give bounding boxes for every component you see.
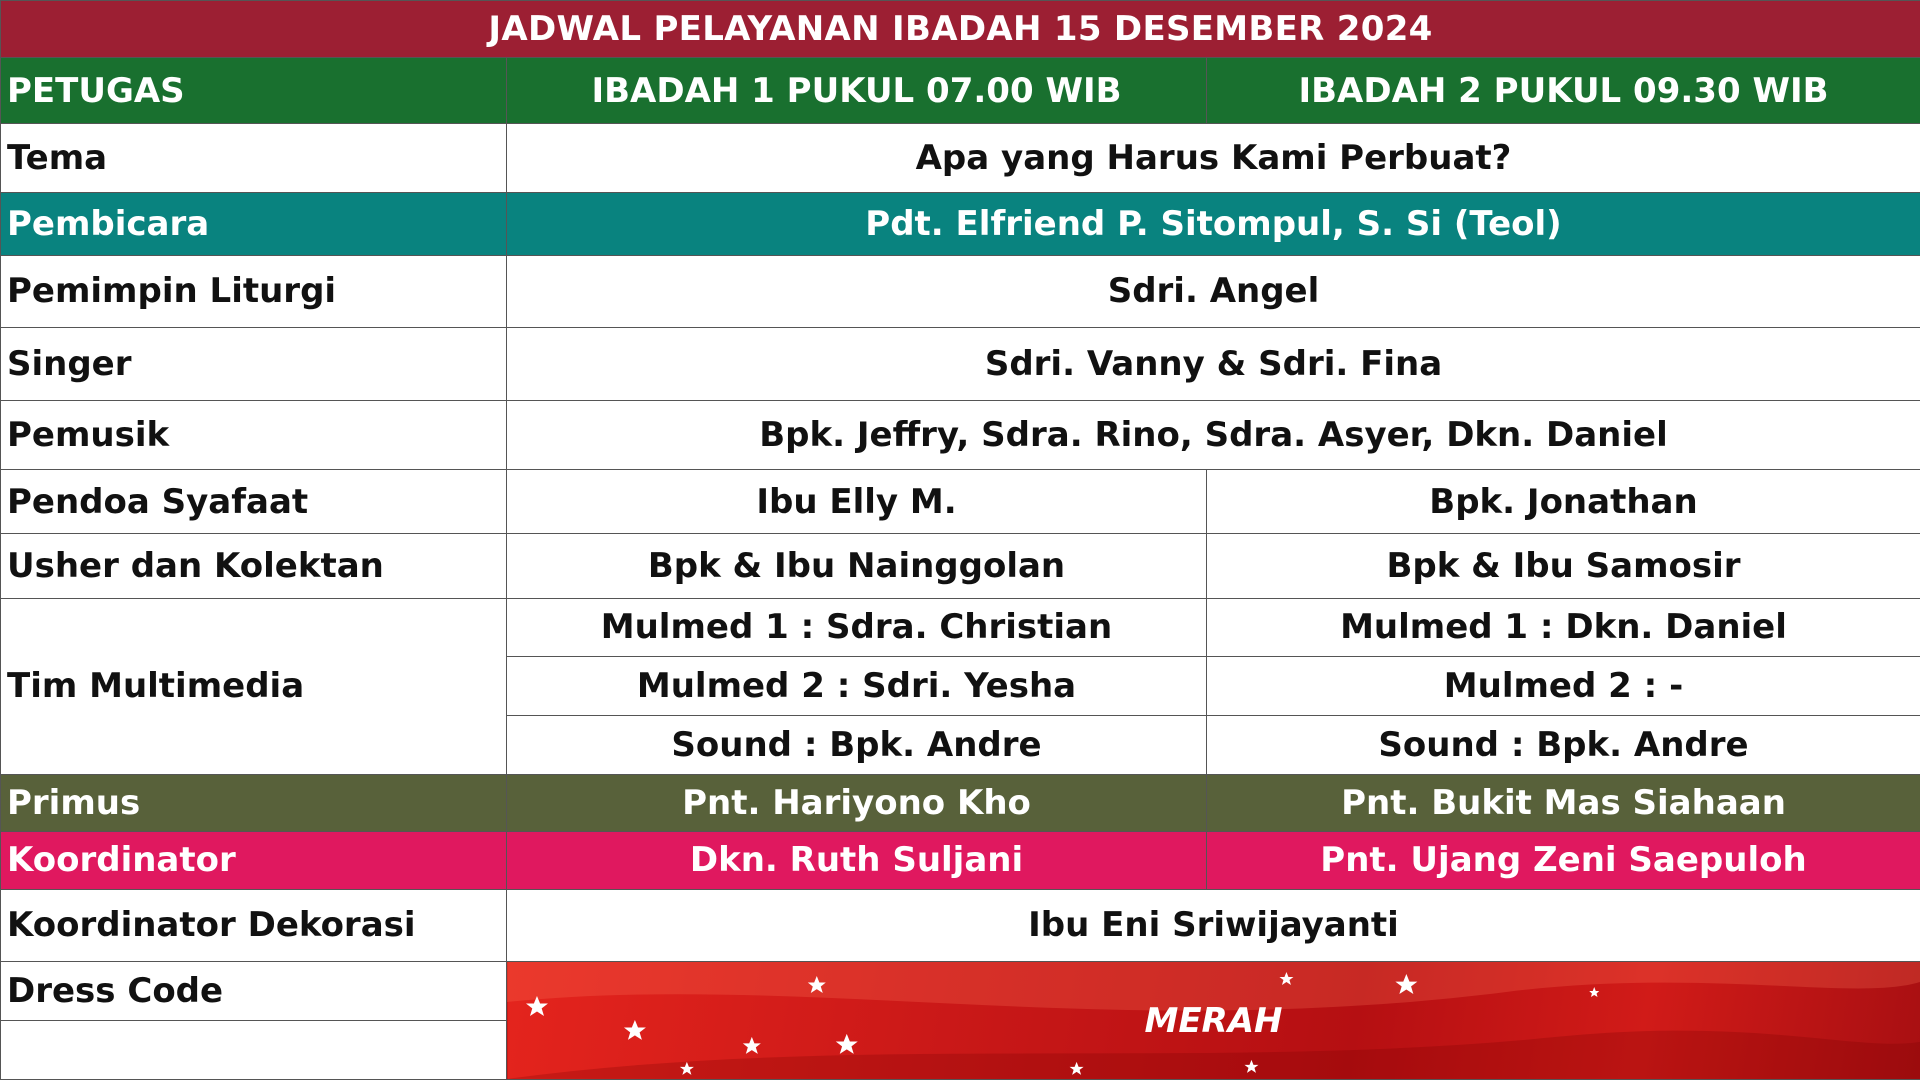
usher-ibadah-2: Bpk & Ibu Samosir bbox=[1207, 534, 1920, 598]
label-tema: Tema bbox=[1, 123, 507, 192]
label-tim-multimedia: Tim Multimedia bbox=[1, 598, 507, 774]
star-icon bbox=[1589, 987, 1599, 997]
primus-ibadah-1: Pnt. Hariyono Kho bbox=[507, 774, 1207, 831]
value-pemusik: Bpk. Jeffry, Sdra. Rino, Sdra. Asyer, Dkn. Daniel bbox=[507, 400, 1920, 469]
star-icon bbox=[1279, 972, 1293, 985]
koordinator-ibadah-1: Dkn. Ruth Suljani bbox=[507, 832, 1207, 889]
header-row bbox=[1, 58, 1920, 123]
title-row bbox=[1, 1, 1920, 58]
multimedia-ibadah-1-line-1: Mulmed 1 : Sdra. Christian bbox=[507, 598, 1207, 656]
star-icon bbox=[808, 976, 826, 993]
header-ibadah-2: IBADAH 2 PUKUL 09.30 WIB bbox=[1207, 58, 1920, 123]
empty-cell bbox=[1, 1021, 507, 1080]
star-icon bbox=[1244, 1060, 1258, 1073]
pendoa-ibadah-1: Ibu Elly M. bbox=[507, 469, 1207, 533]
row-usher bbox=[1, 534, 1920, 598]
value-singer: Sdri. Vanny & Sdri. Fina bbox=[507, 328, 1920, 400]
label-koordinator: Koordinator bbox=[1, 832, 507, 889]
row-pemimpin-liturgi bbox=[1, 255, 1920, 327]
row-pembicara bbox=[1, 193, 1920, 255]
star-icon bbox=[624, 1020, 646, 1040]
label-koordinator-dekorasi: Koordinator Dekorasi bbox=[1, 889, 507, 961]
star-icon bbox=[1395, 974, 1417, 994]
label-dress-code: Dress Code bbox=[1, 962, 507, 1021]
star-icon bbox=[526, 996, 548, 1016]
label-usher: Usher dan Kolektan bbox=[1, 534, 507, 598]
star-icon bbox=[680, 1062, 694, 1075]
dress-code-banner bbox=[507, 962, 1920, 1080]
multimedia-ibadah-1-line-2: Mulmed 2 : Sdri. Yesha bbox=[507, 657, 1207, 715]
primus-ibadah-2: Pnt. Bukit Mas Siahaan bbox=[1207, 774, 1920, 831]
schedule-title: JADWAL PELAYANAN IBADAH 15 DESEMBER 2024 bbox=[1, 1, 1920, 58]
row-pemusik bbox=[1, 400, 1920, 469]
label-pemimpin-liturgi: Pemimpin Liturgi bbox=[1, 255, 507, 327]
header-petugas: PETUGAS bbox=[1, 58, 507, 123]
row-koordinator bbox=[1, 832, 1920, 889]
row-koordinator-dekorasi bbox=[1, 889, 1920, 961]
row-multimedia-1 bbox=[1, 598, 1920, 656]
label-pembicara: Pembicara bbox=[1, 193, 507, 255]
star-icon bbox=[836, 1034, 858, 1054]
row-tema bbox=[1, 123, 1920, 192]
pendoa-ibadah-2: Bpk. Jonathan bbox=[1207, 469, 1920, 533]
star-icon bbox=[743, 1037, 761, 1054]
header-ibadah-1: IBADAH 1 PUKUL 07.00 WIB bbox=[507, 58, 1207, 123]
row-pendoa-syafaat bbox=[1, 469, 1920, 533]
value-pembicara: Pdt. Elfriend P. Sitompul, S. Si (Teol) bbox=[507, 193, 1920, 255]
multimedia-ibadah-2-line-2: Mulmed 2 : - bbox=[1207, 657, 1920, 715]
dress-code-value: MERAH bbox=[1144, 1000, 1283, 1041]
koordinator-ibadah-2: Pnt. Ujang Zeni Saepuloh bbox=[1207, 832, 1920, 889]
label-primus: Primus bbox=[1, 774, 507, 831]
label-pemusik: Pemusik bbox=[1, 400, 507, 469]
row-singer bbox=[1, 328, 1920, 400]
star-icon bbox=[1070, 1062, 1084, 1075]
usher-ibadah-1: Bpk & Ibu Nainggolan bbox=[507, 534, 1207, 598]
row-dress-code bbox=[1, 962, 1920, 1021]
label-pendoa-syafaat: Pendoa Syafaat bbox=[1, 469, 507, 533]
multimedia-ibadah-2-line-1: Mulmed 1 : Dkn. Daniel bbox=[1207, 598, 1920, 656]
label-singer: Singer bbox=[1, 328, 507, 400]
multimedia-ibadah-1-line-3: Sound : Bpk. Andre bbox=[507, 715, 1207, 774]
value-tema: Apa yang Harus Kami Perbuat? bbox=[507, 123, 1920, 192]
multimedia-ibadah-2-line-3: Sound : Bpk. Andre bbox=[1207, 715, 1920, 774]
value-pemimpin-liturgi: Sdri. Angel bbox=[507, 255, 1920, 327]
row-primus bbox=[1, 774, 1920, 831]
value-koordinator-dekorasi: Ibu Eni Sriwijayanti bbox=[507, 889, 1920, 961]
